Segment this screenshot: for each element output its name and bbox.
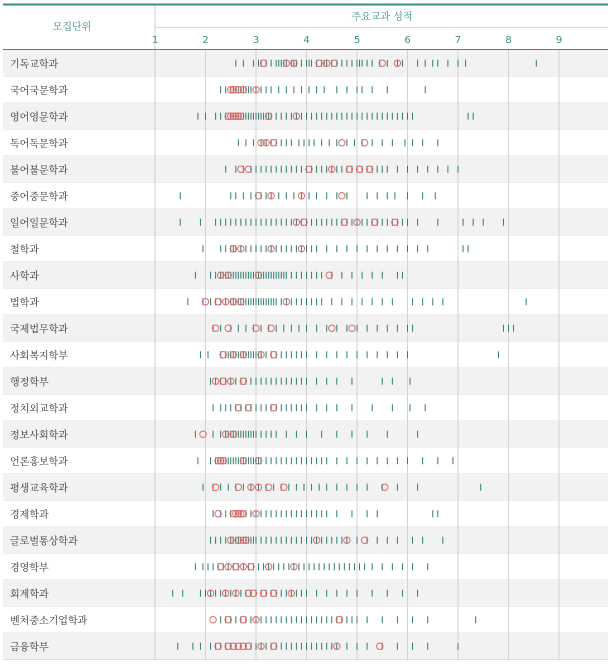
row-label: 기독교학과 — [10, 59, 59, 71]
row-label: 정보사회학과 — [10, 430, 68, 442]
x-tick-label: 8 — [505, 35, 512, 46]
row-band — [3, 421, 608, 448]
row-label: 경제학과 — [10, 509, 49, 521]
row-band — [3, 395, 608, 422]
row-band — [3, 50, 608, 77]
row-band — [3, 580, 608, 607]
row-label: 정치외교학과 — [10, 403, 68, 415]
row-label: 사회복지학부 — [10, 350, 68, 362]
row-label: 철학과 — [10, 244, 39, 256]
row-label: 벤처중소기업학과 — [10, 615, 88, 627]
x-tick-label: 1 — [151, 35, 159, 46]
row-band — [3, 262, 608, 289]
row-band — [3, 209, 608, 236]
row-band — [3, 474, 608, 501]
row-band — [3, 633, 608, 660]
x-tick-label: 7 — [454, 35, 462, 46]
row-label: 법학과 — [10, 297, 39, 309]
x-tick-label: 6 — [404, 35, 411, 46]
row-label: 평생교육학과 — [10, 483, 68, 495]
row-label: 사학과 — [10, 271, 39, 283]
row-label: 독어독문학과 — [10, 138, 68, 150]
row-label: 글로벌통상학과 — [10, 536, 78, 548]
row-label: 회계학과 — [10, 589, 49, 601]
row-label: 영어영문학과 — [10, 112, 68, 124]
row-label: 중어중문학과 — [10, 191, 68, 203]
x-tick-label: 2 — [202, 35, 209, 46]
x-tick-label: 3 — [252, 35, 260, 46]
row-band — [3, 607, 608, 634]
row-band — [3, 342, 608, 369]
x-tick-label: 5 — [353, 35, 361, 46]
x-tick-label: 4 — [303, 35, 310, 46]
row-label: 언론홍보학과 — [10, 456, 68, 468]
row-label: 국어국문학과 — [10, 85, 68, 97]
row-band — [3, 554, 608, 581]
row-band — [3, 130, 608, 157]
row-label: 경영학부 — [10, 562, 49, 574]
row-band — [3, 501, 608, 528]
row-band — [3, 448, 608, 475]
row-band — [3, 527, 608, 554]
row-band — [3, 315, 608, 342]
row-label: 일어일문학과 — [10, 218, 68, 230]
row-band — [3, 289, 608, 316]
row-band — [3, 368, 608, 395]
row-bands — [3, 5, 608, 660]
x-tick-label: 9 — [555, 35, 563, 46]
axis-title: 주요교과 성적 — [351, 12, 413, 23]
row-label: 불어불문학과 — [10, 165, 68, 177]
row-band — [3, 183, 608, 210]
row-band — [3, 236, 608, 263]
row-label: 금융학부 — [10, 642, 49, 654]
row-label: 행정학부 — [10, 377, 49, 389]
row-label: 국제법무학과 — [10, 324, 68, 336]
row-band — [3, 103, 608, 130]
row-band — [3, 77, 608, 104]
unit-column-header: 모집단위 — [52, 22, 92, 33]
